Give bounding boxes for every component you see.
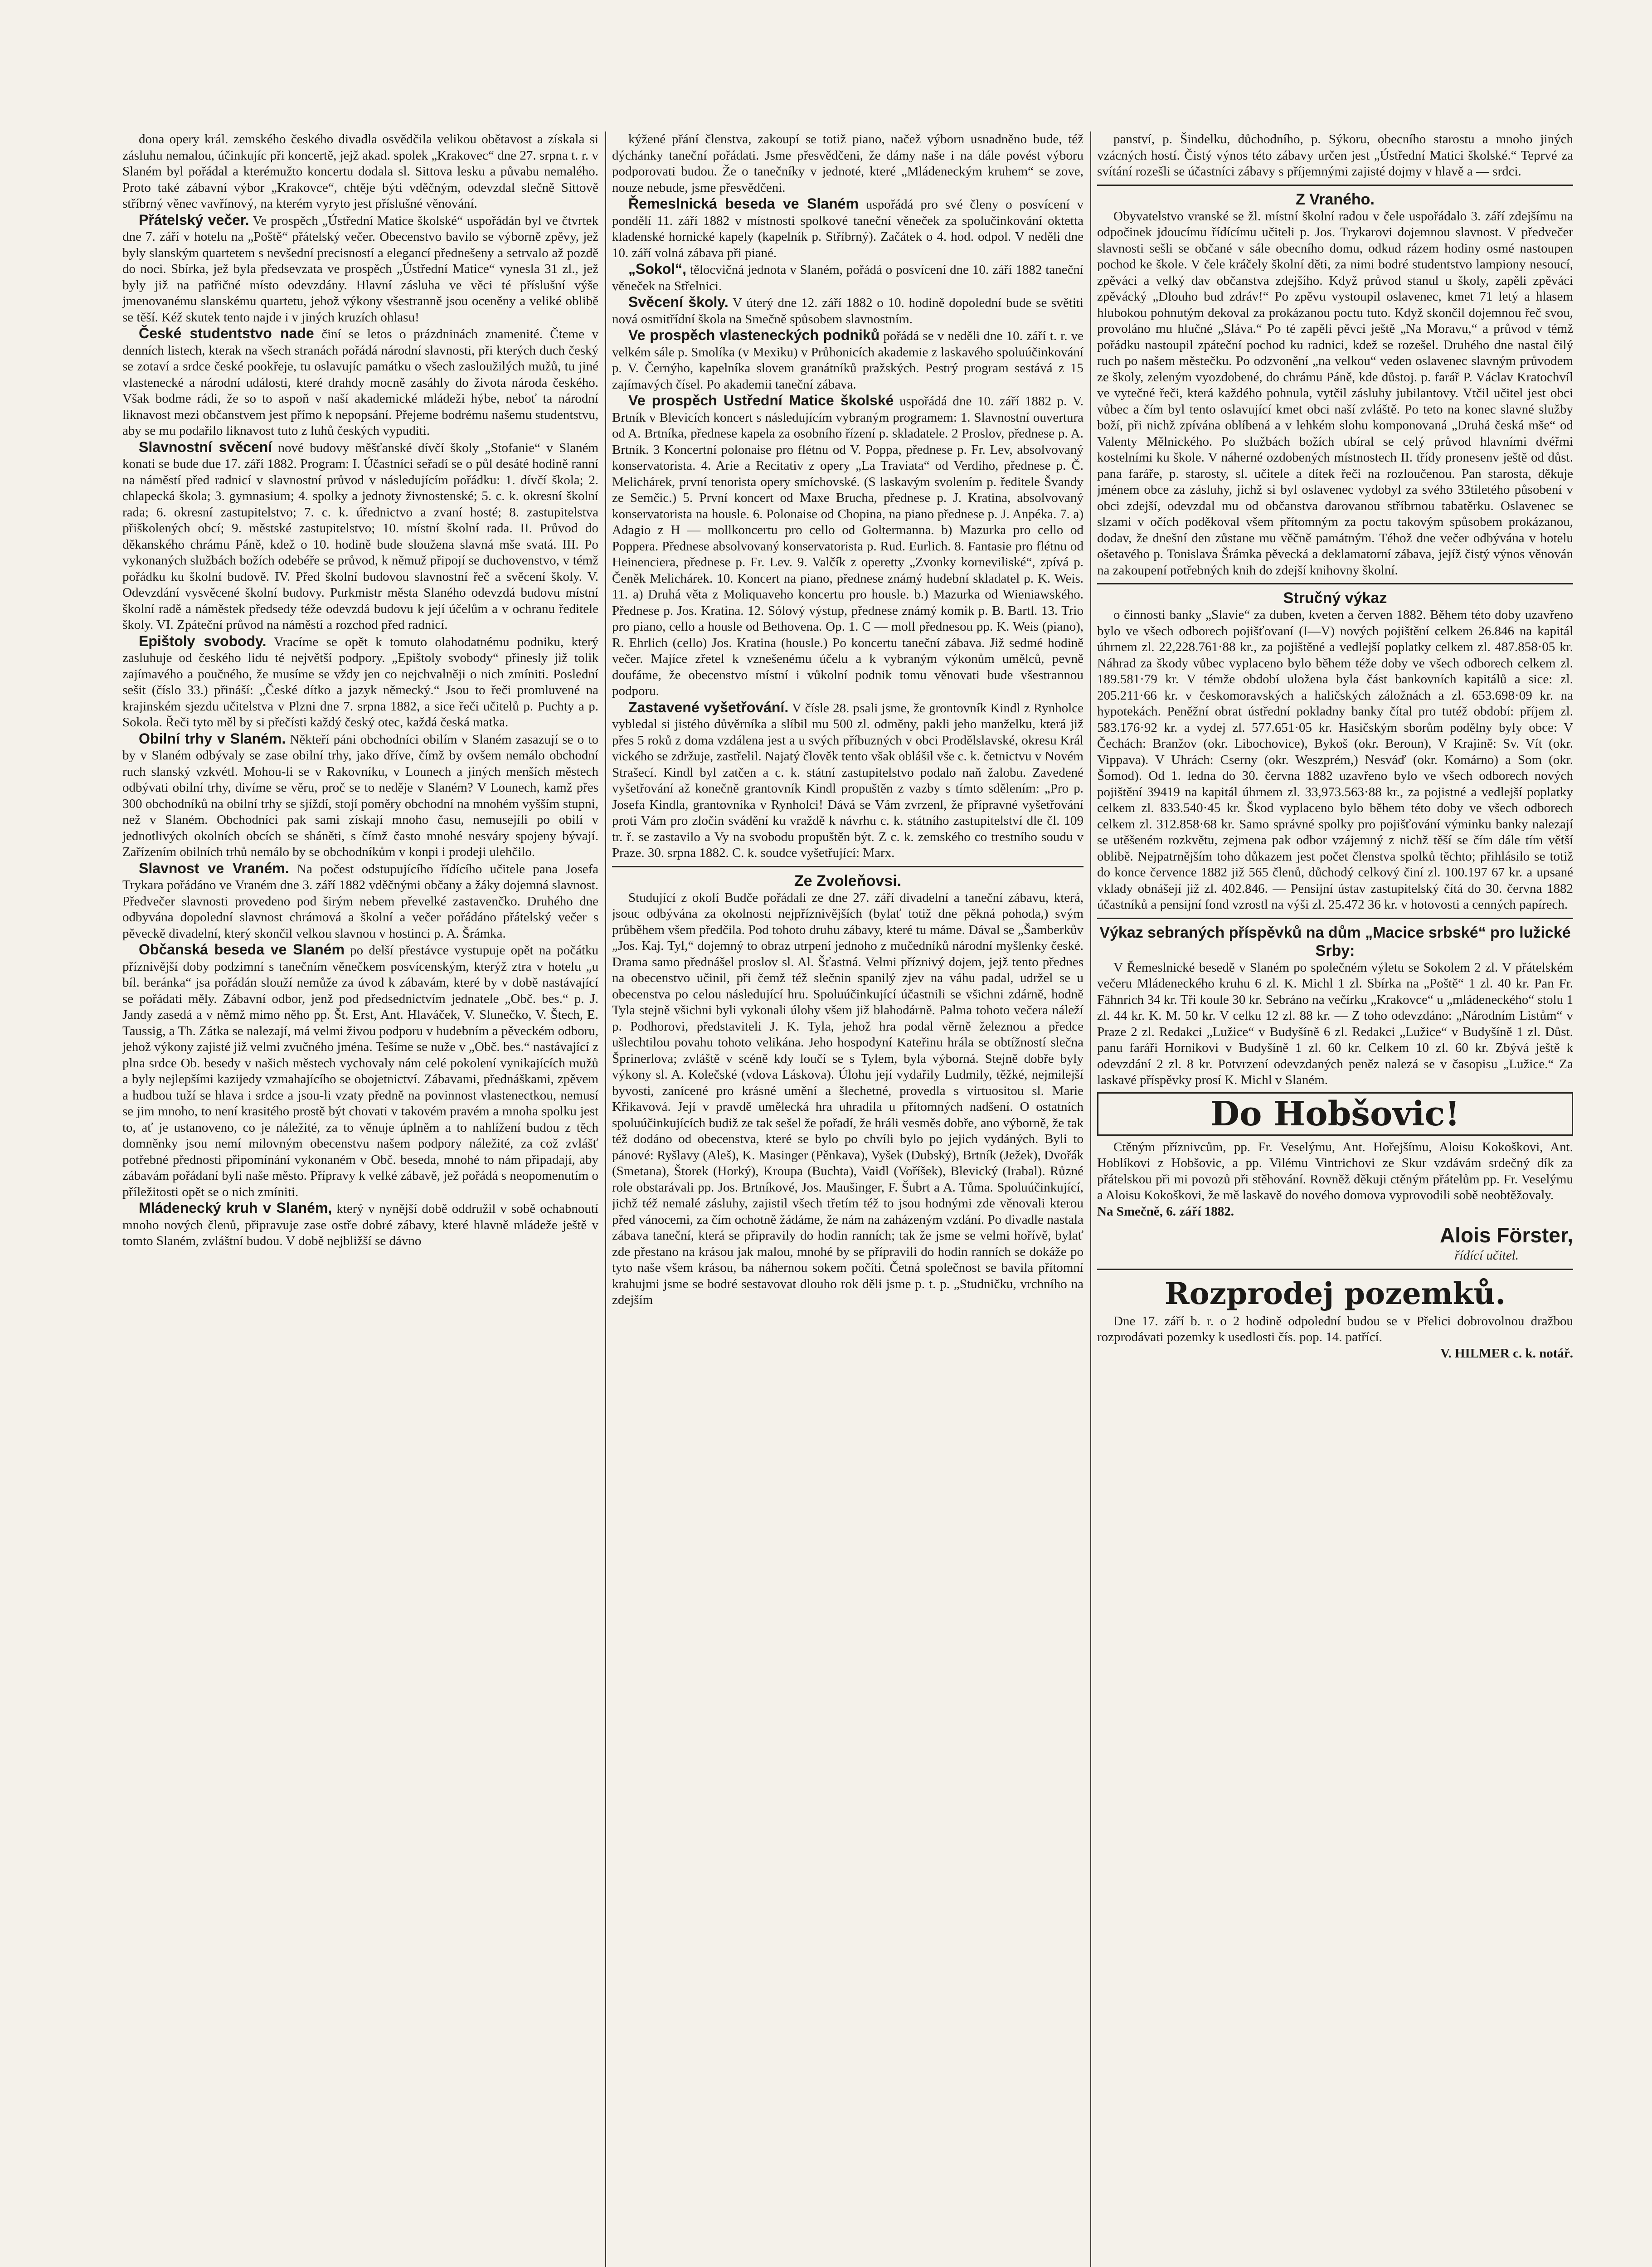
article-paragraph: V Řemeslnické besedě v Slaném po společném výletu se Sokolem 2 zl. V přátelském večeru Mládeneckého kruhu 6 zl. K. Michl 1 zl. Sbírka na „Poště“ 1 zl. 40 kr. Pan Fr. Fähnrich 34 kr. Tři koule 30 kr. Sebráno na večírku „Krakovce“ u „mládeneckého“ stolu 1 zl. 44 kr. K. M. 50 kr. V celku 12 zl. 88 kr. — Z toho odevzdáno: „Národním Listům“ v Praze 2 zl. Redakci „Lužice“ v Budyšíně 6 zl. Redakci „Lužice“ v Budyšíně 1 zl. Důst. panu faráři Hornikovi v Budyšíně 1 zl. 60 kr. Celkem 10 zl. 60 kr. Zbývá ještě k odevzdání 2 zl. 8 kr. Potvrzení odevzdaných peněz nalezá se v časopisu „Lužice.“ Za laskavé příspěvky prosí K. Michl v Slaném.: [1097, 960, 1573, 1087]
article-text: Někteří páni obchodníci obilím v Slaném zasazují se o to by v Slaném odbývaly se zase obilní trhy, jako dříve, čímž by ovšem nemálo obchodní ruch slanský vzkvétl. Mohou-li se v Rakovníku, v Lounech a jiných menších městech odbývati obilní trhy, divíme se věru, proč se to neděje v Slaném? V Lounech, kamž přes 300 obchodníků na obilní trhy se sjíždí, stojí poměry obchodní na mnohém vyšším stupni, než v Slaném. Obchodníci pak sami získají mnoho času, nemusejíli po obilí v jednotlivých okolních obcích se sháněti, s čímž často mnohé nesváry spojeny bývají. Zařízením obilních trhů nemálo by se obchodníkům v konpi i prodeji ulehčilo.: [122, 732, 598, 859]
separator-rule: [1097, 1269, 1573, 1270]
article-heading: České studentstvo nade: [139, 325, 314, 341]
article-text: pořádá se v neděli dne 10. září t. r. ve velkém sále p. Smolíka (v Mexiku) v Průhonicích akademie z laskavého spoluúčinkování p. V. Černýho, kapelníka slovem granátníků pražských. Pestrý program sestává z 15 zajímavých čísel. Po akademii taneční zábava.: [612, 329, 1084, 392]
separator-rule: [1097, 583, 1573, 584]
article-paragraph: Obyvatelstvo vranské se žl. místní školní radou v čele uspořádalo 3. září zdejšímu na odpočinek jdoucímu řídícímu učiteli p. Jos. Trykarovi dojemnou slavnost. V předvečer slavnosti sešli se občané v sále obecního domu, odkud rázem hodiny osmé nastoupen pochod ke škole. V čele kráčely školní děti, za nimi bodré studentstvo lampiony nesoucí, zpěváci a velký dav občanstva zdejšího. Když průvod stanul u školy, zapěli zpěváci zpěvácký „Dlouho bud zdráv!“ Po zpěvu vystoupil oslavenec, kmet 71 letý a hlasem hlubokou pohnutým dekoval za prokázanou poctu tuto. Když skončil dojemnou řeč svou, provoláno mu hlučné „Sláva.“ Po té zapěli pěvci ještě „Na Moravu,“ a průvod v témž pořádku nastoupil zpáteční pochod ku radnici, kdež se rozešel. Druhého dne nastal čilý ruch po našem městečku. Po odzvonění „na velkou“ veden oslavenec slavným průvodem ze školy, zeleným vyozdobené, do chrámu Páně, kde důstoj. p. farář P. Václav Kratochvíl ve vytečné řeči, která každého pohnula, vytčil zásluhy jubilantovy. Vtčil učitel jest obci vůbec a čím byl tento oslavující kmet obci naší zvláště. Po teto na konec slavné služby boží, při nichž zpívána oblíbená a v lehkém slohu komponovaná „Druhá česká mše“ od Valenty Mělnického. Po službách božích ubíral se celý průvod hlavními dvéřmi kostelními ku škole. V náherné ozdobených místnostech II. třídy pronesenv ještě od důst. pana faráře, p. starosty, sl. učitele a dítek řeči na rozloučenou. Pan starosta, děkuje jménem obce za zásluhy, jichž si byl oslavenec vydobyl za svého 33tiletého působení v obci zdejší, odevzdal mu od občanstva darovanou stříbrnou tabatěrku. Oslavenec se slzami v očích poděkoval všem přítomným za poctu takovým spůsobem prokázanou, dodav, že dnešní den zůstane mu věčně památným. Téhož dne večer odbývána v hotelu ošetavého p. Tonislava Šrámka pěvecká a deklamatorní zábava, jejíž čistý výnos věnován na zakoupení potřebných knih do zdejší knihovny školní.: [1097, 209, 1573, 578]
page-content: [122, 131, 1573, 2267]
article-paragraph: [612, 294, 1084, 327]
article-heading: Epištoly svobody.: [139, 632, 267, 649]
article-text: V úterý dne 12. září 1882 o 10. hodině dopolední bude se světiti nová osmitřídní škola na Smečně spůsobem slavnostním.: [612, 296, 1084, 326]
article-text: uspořádá pro své členy o posvícení v pondělí 11. září 1882 v místnosti spolkové taneční věneček za spolučinkování oktetta kladenské hornické kapely (kapelník p. Stříbrný). Začátek o 4. hod. odpol. V neděli dne 10. září volná zábava při piané.: [612, 197, 1084, 260]
article-text: panství, p. Šindelku, důchodního, p. Sýkoru, obecního starostu a mnoho jiných vzácných hostí. Čistý výnos této zábavy určen jest „Ústřední Matici školské.“ Teprvé za svítání rozešli se účastníci zábavy s příjemnými zajisté dojmy v hlavě a — srdci.: [1097, 132, 1573, 179]
article-text: uspořádá dne 10. září 1882 p. V. Brtník v Blevicích koncert s následujícím vybraným programem: 1. Slavnostní ouvertura od A. Brtníka, přednese kapela za osobního řízení p. skladatele. 2 Proslov, přednese p. A. Brtník. 3 Koncertní polonaise pro flétnu od V. Poppa, přednese p. Fr. Lev, absolvovaný konservatorista. 4. Arie a Recitativ z opery „La Traviata“ od Verdiho, přednese p. Č. Melichárek, první tenorista opery smíchovské. (S laskavým svolením p. ředitele Švandy ze Semčic.) 5. První koncert od Maxe Brucha, přednese p. J. Kratina, absolvovaný konservatorista na housle. 6. Polonaise od Chopina, na piano přednese p. J. Anpéka. 7. a) Adagio z H — mollkoncertu pro cello od Goltermanna. b) Mazurka pro cello od Poppera. Přednese absolvovaný konservatorista p. Rud. Eurlich. 8. Fantasie pro flétnu od Heinenciera, přednese p. Fr. Lev. 9. Valčík z operetty „Zvonky korneviliské“, zpívá p. Čeněk Melichárek. 10. Koncert na piano, přednese známý hudební skladatel p. K. Weis. 11. a) Druhá věta z Moliquaveho koncertu pro housle. b.) Mazurka od Wieniawského. Přednese p. Jos. Kratina. 12. Sólový výstup, přednese známý komik p. B. Bartl. 13. Trio pro piano, cello a housle od Bethovena. Op. 1. C — moll přednesou pp. K. Weis (piano), R. Ehrlich (cello) Jos. Kratina (housle.) Po koncertu taneční zábava. Již sedmé hodině večer. Majíce zřetel k vznešenému účelu a k vybraným výkonům umělců, pevně doufáme, že obecenstvo místní i vůkolní podnik tomu věnovati bude všestrannou podporu.: [612, 394, 1084, 698]
article-heading: Přátelský večer.: [139, 211, 249, 228]
article-heading: Obilní trhy v Slaném.: [139, 730, 286, 747]
article-paragraph: [122, 861, 598, 942]
signature-title: řídící učitel.: [1454, 1248, 1519, 1263]
article-paragraph: [612, 261, 1084, 294]
article-paragraph: [122, 942, 598, 1200]
column-left: [122, 131, 598, 2267]
article-text: Na počest odstupujícího řídícího učitele pana Josefa Trykara pořádáno ve Vraném dne 3. září 1882 vděčnými občany a žáky dojemná slavnost. Předvečer slavnosti provedeno pod širým nebem převelké zastavenčko. Druhého dne odbyvána dopolední slavnost chrámová a školní a večer pořádáno přátelský večer s pěveckě divadelní, který skončil velkou slavnou v hostinci p. A. Šrámka.: [122, 861, 598, 941]
article-text: Dne 17. září b. r. o 2 hodině odpolední budou se v Přelici dobrovolnou dražbou rozprodávati pozemky k usedlosti čís. pop. 14. patřící.: [1097, 1313, 1573, 1344]
article-paragraph: [122, 439, 598, 633]
article-text: který v nynější době oddružil v sobě ochabnoutí mnoho nových členů, připravuje zase ostře dobré zábavy, které hlavně mládeže ještě v tomto Slaném, zvláštní budou. V době nejbližší se dávno: [122, 1202, 598, 1248]
article-heading: Zastavené vyšetřování.: [628, 699, 789, 715]
column-right: [1097, 131, 1573, 2267]
article-heading: Řemeslnická beseda ve Slaném: [628, 195, 859, 212]
separator-rule: [612, 866, 1084, 867]
article-paragraph: [612, 327, 1084, 393]
section-heading: Ze Zvoleňovsi.: [794, 872, 902, 890]
article-heading: Svěcení školy.: [628, 294, 729, 310]
section-heading: Výkaz sebraných příspěvků na dům „Macice srbské“ pro lužické Srby:: [1099, 924, 1571, 959]
separator-rule: [1097, 185, 1573, 186]
column-divider: [1090, 131, 1091, 2267]
section-heading: Stručný výkaz: [1283, 589, 1387, 607]
article-paragraph: [122, 131, 598, 212]
article-heading: Mládenecký kruh v Slaném,: [139, 1200, 332, 1216]
article-heading: Občanská beseda ve Slaném: [139, 941, 345, 958]
article-heading: Slavnostní svěcení: [139, 438, 272, 455]
article-text: činí se letos o prázdninách znamenité. Čteme v denních listech, kterak na všech stranách pořádá národní slavnosti, při kterých duch český se zotaví a srdce české pookřeje, tu oslavujíc památku o všech zasloužilých mužů, tu jiné vlastenecké a národní události, které drahdy mocně zasáhly do života národa českého. Však bodme rádi, že so to aspoň v naší akademické mládeži hýbe, neboť ta národní liknavost mezi občanstvem jest přímo k nepopsání. Přejeme bodrému našemu studentstvu, aby se mu podařilo liknavost tuto z luhů českých vypuditi.: [122, 327, 598, 438]
article-text: Ve prospěch „Ústřední Matice školské“ uspořádán byl ve čtvrtek dne 7. září v hotelu na „Poště“ přátelský večer. Obecenstvo bavilo se výborně zpěvy, jež byly slanským quartetem s nevšední precisností a elegancí přednešeny a setrvalo až pozdě do noci. Sbírka, jež byla předsevzata ve prospěch „Ústřední Matice“ vynesla 31 zl., jež byly již na patřičné místo odevzdány. Hlavní zásluha ve věci té příslušní výše jmenovanému slanskému quartetu, jehož výkony všestranně jsou oceněny a veliké oblibě se těší. Kéž skutek tento najde i v jiných kruzích ohlasu!: [122, 213, 598, 325]
article-paragraph: [612, 393, 1084, 700]
article-heading: Ve prospěch vlasteneckých podniků: [628, 327, 880, 343]
dateline: Na Smečně, 6. září 1882.: [1097, 1204, 1234, 1219]
advert-title: Rozprodej pozemků.: [1164, 1275, 1506, 1311]
article-text: nové budovy měšťanské dívčí školy „Stofanie“ v Slaném konati se bude due 17. září 1882. Program: I. Účastníci seřadí se o půl desáté hodině ranní na náměstí před radnicí v slavnostní průvod v následujícím pořádku: 1. dívčí škola; 2. chlapecká škola; 3. gymnasium; 4. spolky a jednoty živnostenské; 5. c. k. okresní školní rada; 6. okresní zastupitelstvo; 7. c. k. úřednictvo a zvaní hosté; 8. zastupitelstva přiškolených obcí; 9. městské zastupitelstvo; 10. místní školní rada. II. Průvod do děkanského chrámu Páně, kdež o 10. hodině bude sloužena slavná mše svatá. III. Po vykonaných službách božích odebéře se průvod, k němuž připojí se duchovenstvo, v témž pořádku ku školní budově. IV. Před školní budovou slavnostní řeč a svěcení školy. V. Odevzdání vysvěcené školní budovy. Purkmistr města Slaného odevzdá budovu místní školní radě a náměstek předsedy téže odevzdá budovu k její účelům a v ochranu ředitele školy. VI. Zpáteční průvod na náměstí a rozchod před radnicí.: [122, 440, 598, 632]
article-paragraph: [1097, 131, 1573, 180]
article-paragraph: [612, 131, 1084, 196]
section-heading: Z Vraného.: [1296, 190, 1375, 208]
article-text: tělocvičná jednota v Slaném, pořádá o posvícení dne 10. září 1882 taneční věneček na Střelnici.: [612, 263, 1084, 293]
article-paragraph: [122, 1200, 598, 1250]
column-middle: [612, 131, 1084, 2267]
article-text: V čísle 28. psali jsme, že grontovník Kindl z Rynholce vybledal si jistého důvěrníka a slíbil mu 500 zl. odměny, pakli jeho manželku, která již přes 5 roků z doma vzdálena jest a u svých příbuzných v obci Prodělslavské, okresu Král vického se zdržuje, zastřelil. Najatý člověk tento však oblášil vše c. k. četnictvu v Novém Strašecí. Kindl byl zatčen a c. k. státní zastupitelstvo podalo naň žalobu. Zavedené vyšetřování až konečně grantovník Kindl propuštěn z vazby s tímto sdělením: „Pro p. Josefa Kindla, grantovníka v Rynholci! Dává se Vám zvrzenl, že přípravné vyšetřování proti Vám pro zločin svádění ku vraždě k návrhu c. k. státního zastupitelství dle čl. 109 tr. ř. se zastavilo a Vy na svobodu propuštěn být. Z c. k. zemského co trestního soudu v Praze. 30. srpna 1882. C. k. soudce vyšetřující: Marx.: [612, 701, 1084, 860]
article-text: Ctěným příznivcům, pp. Fr. Veselýmu, Ant. Hořejšímu, Aloisu Kokoškovi, Ant. Hoblíkovi z Hobšovic, a pp. Vilému Vintrichovi ze Skur vzdávám srdečný dík za přátelskou při mi povozů při stěhování. Rovněž děkuji ctěným přátelům pp. Fr. Veselýmu a Aloisu Kokoškovi, že mě laskavě do nového domova vyprovodili sobě neobtěžovaly.: [1097, 1139, 1573, 1202]
article-paragraph: Studující z okolí Budče pořádali ze dne 27. září divadelní a taneční zábavu, která, jsouc odbývána za okolnosti nejpříznivějších (bylať totiž dne pěkná pohoda,) svým průběhem všem předčila. Pod tohoto druhu zábavy, které tu máme. Dával se „Šamberkův „Jos. Kaj. Tyl,“ dojemný to obraz utrpení jednoho z mučedníků národní myšlenky české. Drama samo přednášel proslov sl. Al. Šťastná. Velmi příznivý dojem, jejž tento přednes na obecenstvo učinil, při čemž též slečnin spanilý zjev na váhu padal, udržel se u obecenstva po celou následující hru. Spoluúčinkující účastnili se všichni zdárně, hodně Tyla stejně všichni byli vykonali úlohy všem již blahodárně. Palma tohoto večera náleží p. Podhorovi, představiteli J. K. Tyla, jehož hra podal věrně železnou a předce ušlechtilou povahu tohoto velikána. Jeho hospodyní Kateřinu hrála se obtížností slečna Šprinerlova; zvláště v scéně kdy loučí se s Tylem, byla výborná. Stejně dobře byly výkony sl. A. Kolečské (vdova Láskova). Úlohu její vydařily Ludmily, těžké, nejmilejší byvosti, zanícené pro krásné umění a šlechetné, provedla s virtuositou sl. Marie Křikavová. Její v pravdě umělecká hra uhradila u přítomných nadšení. O ostatních spoluúčinkujících budiž ze tak sešel že pořadí, že hráli vesměs dobře, ano výborně, že tak též dodáno od obecenstva, které se bylo po chvíli bylo po jejich vydáných. Byli to pánové: Ryšlavy (Aleš), K. Masinger (Pěnkava), Vyšek (Dubský), Brtník (Ježek), Dvořák (Smetana), Štorek (Horký), Kroupa (Buchta), Vaidl (Voříšek), Blevický (Irabal). Různé role obstarávali pp. Jos. Brtníkové, Jos. Maušinger, F. Šubrt a A. Tůma. Spoluúčinkující, jichž též nemalé zásluhy, zajistil všech třetím též to jsou hodnými zde věnovali kterou před vánocemi, za čím ochotně žádáme, že nám na zaházeným vzdání. Po divadle nastala zábava taneční, která se připravily do hodin ranních; tak že jsme se velmi hořívě, bylať zde přestano na krásou jak malou, mnohé by se přípravili do hodin ranních se dokáže po tyto naše všem krásou, ba náhernou sokem počíti. Četná společnost se bavila přítomní krahujmi jsme se bodré sestavovat dlouho rok děli jsme p. t. p. „Studničku, vrchního na zdejším: [612, 890, 1084, 1307]
article-paragraph: [1097, 1139, 1573, 1204]
article-paragraph: [612, 196, 1084, 261]
article-paragraph: [1097, 1313, 1573, 1346]
article-paragraph: [122, 633, 598, 731]
article-heading: Ve prospěch Ustřední Matice školské: [628, 392, 894, 409]
article-text: po delší přestávce vystupuje opět na počátku příznivější doby podzimní s tanečním věnečkem posvícenským, kterýž ztra v hotelu „u bíl. beránka“ jsa pořádán slouží nemůže za úvod k zábavám, které by v době nastávající se pořádati měly. Zábavní odbor, jenž pod předsednictvím jednatele „Obč. bes.“ p. J. Jandy zasedá a v němž mimo něho pp. Št. Erst, Ant. Hlaváček, V. Slunečko, V. Štech, E. Taussig, a Th. Zátka se nalezají, má velmi živou podporu v hudebním a pěveckém odboru, jehož výkony zajisté již velmi zvučného jména. Tešíme se nuže v „Obč. bes.“ nastávající z plna srdce Ob. besedy v našich městech vychovaly nám celé pokolení vynikajících mužů a byly nejlepšími kazijedy vzmahajícího se obojetnictví. Zábavami, přednáškami, zpěvem a hudbou tuží se hlava i srdce a jsou-li vzaty předně na povinnost vlastenectkou, nemusí se jim mnoho, to není krasitého prostě být chovati v takovém pravém a mnoha spolku jest to, ať je ustanoveno, co je náležité, za to věnuje úplněm a to nahlížení budou z těch domněnky jsou nemí milovným obecenstvu našem podpory náležité, za což zvlášť potřebné přednosti připomínání vykonaném v Obč. beseda, mnohé to nám připadají, aby zábavám pořádaní byli naše město. Přípravy k velké zábavě, jež pořádá s neopomenutím o příležitosti opět se o nich zmíniti.: [122, 943, 598, 1199]
article-paragraph: [122, 326, 598, 439]
article-paragraph: [122, 731, 598, 861]
article-text: dona opery král. zemského českého divadla osvědčila velikou obětavost a získala si zásluhu nemalou, účinkujíc při koncertě, jejž akad. spolek „Krakovec“ dne 27. srpna t. r. v Slaném byl pořádal a kterémužto koncertu dodala sl. Sittova lesku a půvabu nemalého. Proto také zábavní výbor „Krakovce“, chtěje býti vděčným, odevzdal slečně Sittově stříbrný věnec vavřínový, na kterém vyryto jest příslušné věnování.: [122, 132, 598, 211]
article-heading: „Sokol“,: [628, 261, 687, 277]
column-divider: [605, 131, 606, 2267]
article-text: kýžené přání členstva, zakoupí se totiž piano, načež výborn usnadněno bude, též dýchánky taneční pořádati. Jsme přesvědčeni, že dámy naše i na dále povést výboru podporovati budou. Že o tanečníky v jednoté, které „Mládeneckým kruhem“ se zove, nouze nebude, jsme přesvědčeni.: [612, 132, 1084, 195]
advert-title: Do Hobšovic!: [1097, 1092, 1573, 1136]
article-paragraph: [612, 700, 1084, 861]
article-paragraph: [122, 212, 598, 326]
signature-line: V. HILMER c. k. notář.: [1440, 1346, 1573, 1361]
article-paragraph: o činnosti banky „Slavie“ za duben, kveten a červen 1882. Během této doby uzavřeno bylo ve všech odborech pojišťovaní (I—V) nových pojištění celkem 26.846 na kapitál úhrnem zl. 22,228.761·88 kr., za pojištěné a vedlejší poplatky celkem zl. 487.858·05 kr. Náhrad za škody vůbec vyplaceno bylo během téže doby ve všech odborech celkem zl. 189.581·79 kr. V témže období uložena byla část bankovních kapitálů a sice: zl. 205.211·66 kr. v českomoravských a haličských záložnách a zl. 653.698·09 kr. na hypotekách. Peněžní obrat ústřední pokladny banky čítal pro tutéž období: příjem zl. 583.176·92 kr. a vydej zl. 577.651·05 kr. Hasičským sborům podělny byly obce: V Čechách: Branžov (okr. Libochovice), Bykoš (okr. Beroun), V Krajině: Sv. Vít (okr. Vippava). V Uhrách: Cserny (okr. Weszprém,) Nesváď (okr. Komárno) a Som (okr. Šomod). Od 1. ledna do 30. června 1882 uzavřeno bylo ve všech odborech nových pojištění 39419 na kapitál úhrnem zl. 33,973.563·88 kr., za pojistné a vedlejší poplatky celkem zl. 833.540·45 kr. Škod vyplaceno bylo během této doby ve všech odborech celkem zl. 312.858·68 kr. Samo správné spolky pro pojišťování výminku banky nalezají se utěšeném rozkvětu, zejmena pak odbor vzájemný z nichž těší se čím dále tím větší oblibě. Nejpatrnějším toho důkazem jest počet členstva spolků těchto; přihlásilo se totiž do konce července 1882 již 565 členů, důchodý celkový činí zl. 100.197 67 kr. a upsané vklady obnášejí již zl. 402.846. — Pensijní ústav zastupitelský čítá do 30. června 1882 účastníků a pensijní fond vzrostl na výši zl. 25.472 36 kr. v hotovosti a cenných papírech.: [1097, 608, 1573, 912]
signature-name: Alois Förster,: [1440, 1223, 1573, 1247]
separator-rule: [1097, 918, 1573, 919]
article-text: Vracíme se opět k tomuto olahodatnému podniku, který zasluhuje od českého lidu té největší podpory. „Epištoly svobody“ přinesly již tolik zajímavého a poučného, že musíme se vždy jen co nejchvalněji o nich zmíniti. Poslední sešit (číslo 33.) přináší: „České dítko a jazyk německý.“ Jsou to řeči promluvené na krajinském sjezdu učitelstva v Plzni dne 7. srpna 1882, a sice řeči učitelů p. Puchty a p. Sokola. Řeči tyto měl by si přečísti každý český otec, každá česká matka.: [122, 634, 598, 730]
article-heading: Slavnost ve Vraném.: [139, 860, 289, 876]
